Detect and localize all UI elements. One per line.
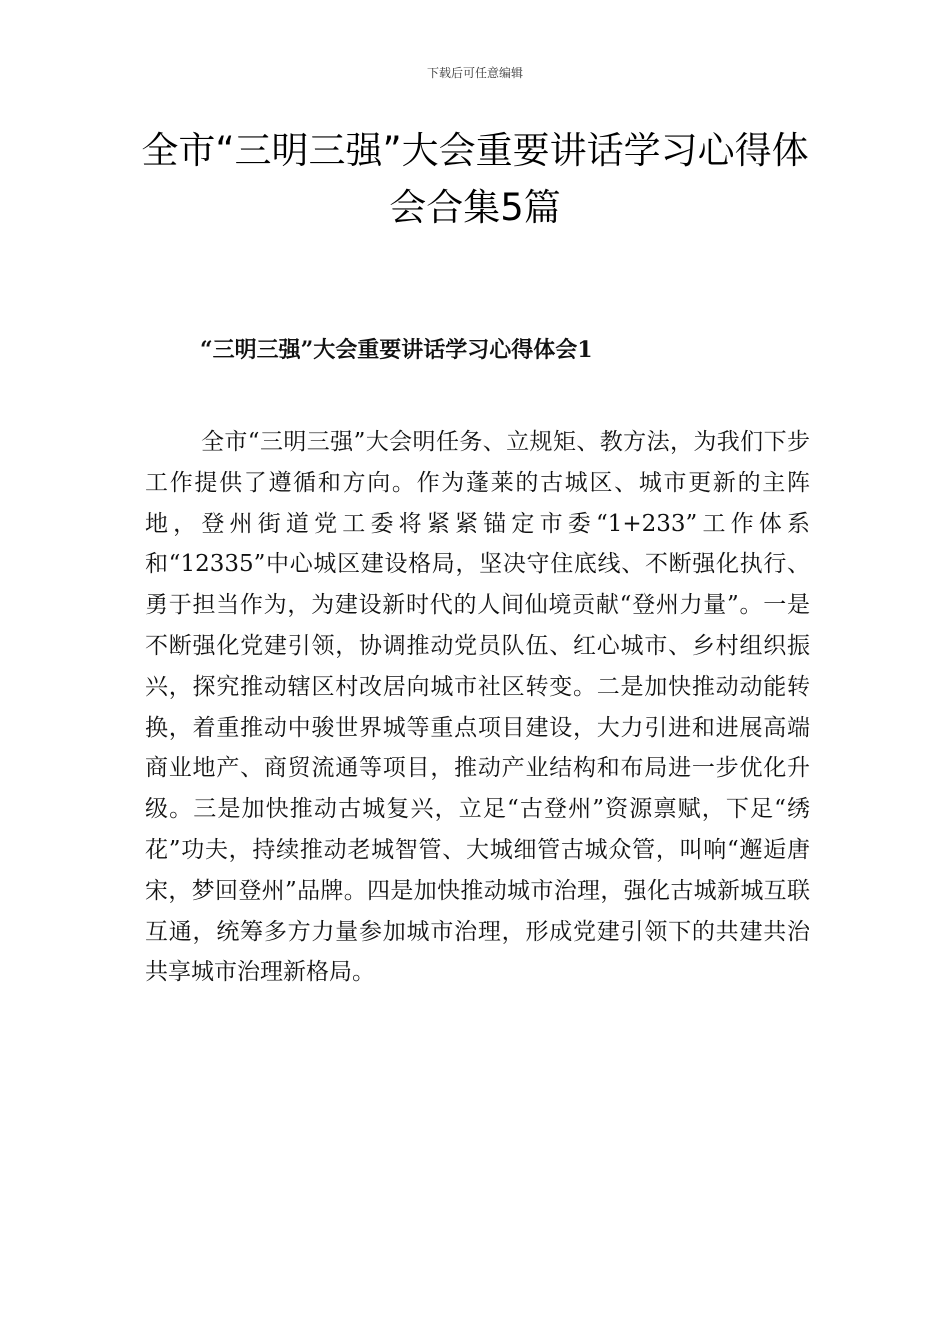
section-heading: “三明三强”大会重要讲话学习心得体会1 <box>200 337 593 363</box>
document-title: 全市“三明三强”大会重要讲话学习心得体会合集5篇 <box>141 129 809 229</box>
header-note: 下载后可任意编辑 <box>426 66 523 80</box>
body-paragraph: 全市“三明三强”大会明任务、立规矩、教方法，为我们下步工作提供了遵循和方向。作为蓬莱的古城区、城市更新的主阵地，登州街道党工委将紧紧锚定市委“1+233”工作体系和“12335”中心城区建设格局，坚决守住底线、不断强化执行、勇于担当作为，为建设新时代的人间仙境贡献“登州力量”。一是不断强化党建引领，协调推动党员队伍、红心城市、乡村组织振兴，探究推动辖区村改居向城市社区转变。二是加快推动动能转换，着重推动中骏世界城等重点项目建设，大力引进和进展高端商业地产、商贸流通等项目，推动产业结构和布局进一步优化升级。三是加快推动古城复兴，立足“古登州”资源禀赋，下足“绣花”功夫，持续推动老城智管、大城细管古城众管，叫响“邂逅唐宋，梦回登州”品牌。四是加快推动城市治理，强化古城新城互联互通，统筹多方力量参加城市治理，形成党建引领下的共建共治共享城市治理新格局。 <box>145 429 810 986</box>
